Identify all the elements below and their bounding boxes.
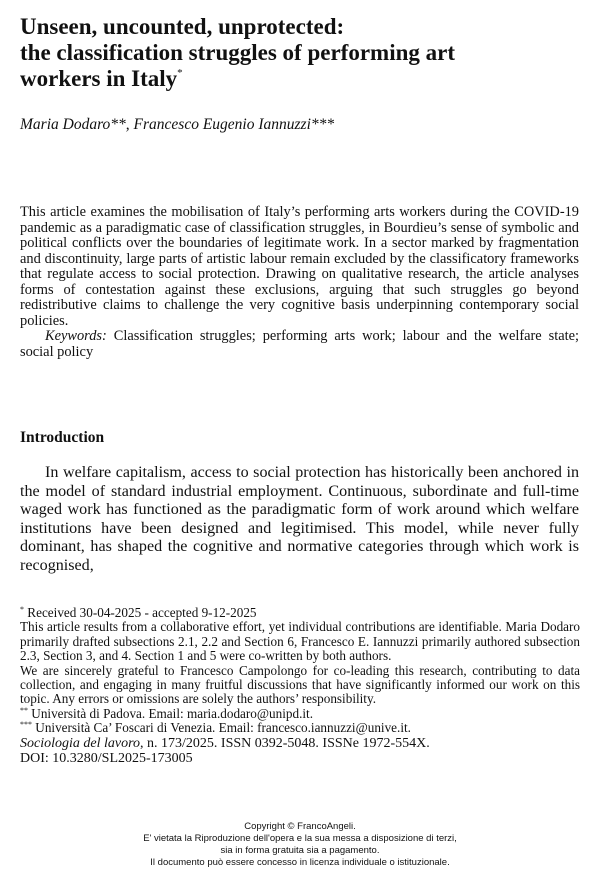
- doi: DOI: 10.3280/SL2025-173005: [20, 751, 193, 767]
- title-line-3: workers in Italy: [20, 66, 178, 91]
- journal-citation: [20, 736, 580, 752]
- section-paragraph: In welfare capitalism, access to social protection has historically been anchored in the model of standard industrial employment. Continuous, subordinate and full-time waged work has functioned as the paradigmatic form of work around which welfare institutions have been designed and legitimised. This model, while never fully dominant, has shaped the cognitive and normative categories through which work is recognised,: [20, 464, 579, 574]
- footnote-received: [20, 606, 580, 620]
- copyright-line-1: Copyright © FrancoAngeli.: [244, 821, 356, 832]
- footnote-mark: ***: [20, 720, 32, 730]
- keywords: [20, 329, 579, 360]
- affiliation-2-text: Università Ca’ Foscari di Venezia. Email: francesco.iannuzzi@unive.it.: [32, 720, 411, 736]
- copyright-notice: [20, 821, 580, 869]
- title-line-1: Unseen, uncounted, unprotected:: [20, 14, 345, 39]
- abstract-text: This article examines the mobilisation of Italy’s performing arts workers during the COVID-19 pandemic as a paradigmatic case of classification struggles, in Bourdieu’s sense of symbolic and political conflicts over the boundaries of legitimate work. In a sector marked by fragmentation and discontinuity, large parts of artistic labour remain excluded by the classificatory frameworks that regulate access to social protection. Drawing on qualitative research, the article analyses forms of contestation against these exclusions, arguing that such struggles go beyond redistributive claims to challenge the very cognitive basis underpinning contemporary social policies.: [20, 204, 579, 329]
- footnote-mark: **: [20, 705, 28, 715]
- article-title: [20, 14, 580, 92]
- title-line-2: the classification struggles of performing art: [20, 40, 456, 65]
- copyright-line-4: Il documento può essere concesso in licenza individuale o istituzionale.: [150, 857, 450, 868]
- keywords-text: Classification struggles; performing arts work; labour and the welfare state; social policy: [20, 328, 579, 360]
- affiliation-1-text: Università di Padova. Email: maria.dodaro@unipd.it.: [28, 705, 313, 721]
- received-text: Received 30-04-2025 - accepted 9-12-2025: [24, 605, 257, 620]
- footnote-affiliation-2: [20, 721, 580, 735]
- keywords-label: Keywords:: [45, 328, 107, 344]
- journal-name: Sociologia del lavoro: [20, 735, 141, 751]
- abstract: [20, 205, 579, 360]
- section-heading: Introduction: [20, 429, 105, 446]
- footnote-contributions: This article results from a collaborative effort, yet individual contributions are identifiable. Maria Dodaro primarily drafted subsections 2.1, 2.2 and Section 6, Francesco E. Iannuzzi primarily authored subsection 2.3, Section 3, and 4. Section 1 and 5 were co-written by both authors.: [20, 619, 580, 664]
- journal-details: , n. 173/2025. ISSN 0392-5048. ISSNe 1972-554X.: [140, 735, 430, 751]
- copyright-line-3: sia in forma gratuita sia a pagamento.: [220, 845, 380, 856]
- footnote-affiliation-1: [20, 707, 580, 721]
- footnote-acknowledgements: We are sincerely grateful to Francesco Campolongo for co-leading this research, contributing to data collection, and engaging in many fruitful discussions that have significantly informed our work on this topic. Any errors or omissions are solely the authors’ responsibility.: [20, 662, 580, 707]
- author-list: Maria Dodaro**, Francesco Eugenio Iannuzzi***: [20, 116, 335, 133]
- footnotes: [20, 606, 580, 767]
- copyright-line-2: E' vietata la Riproduzione dell'opera e la sua messa a disposizione di terzi,: [143, 833, 457, 844]
- title-footnote-mark: *: [177, 67, 183, 79]
- footnote-mark: *: [20, 605, 24, 614]
